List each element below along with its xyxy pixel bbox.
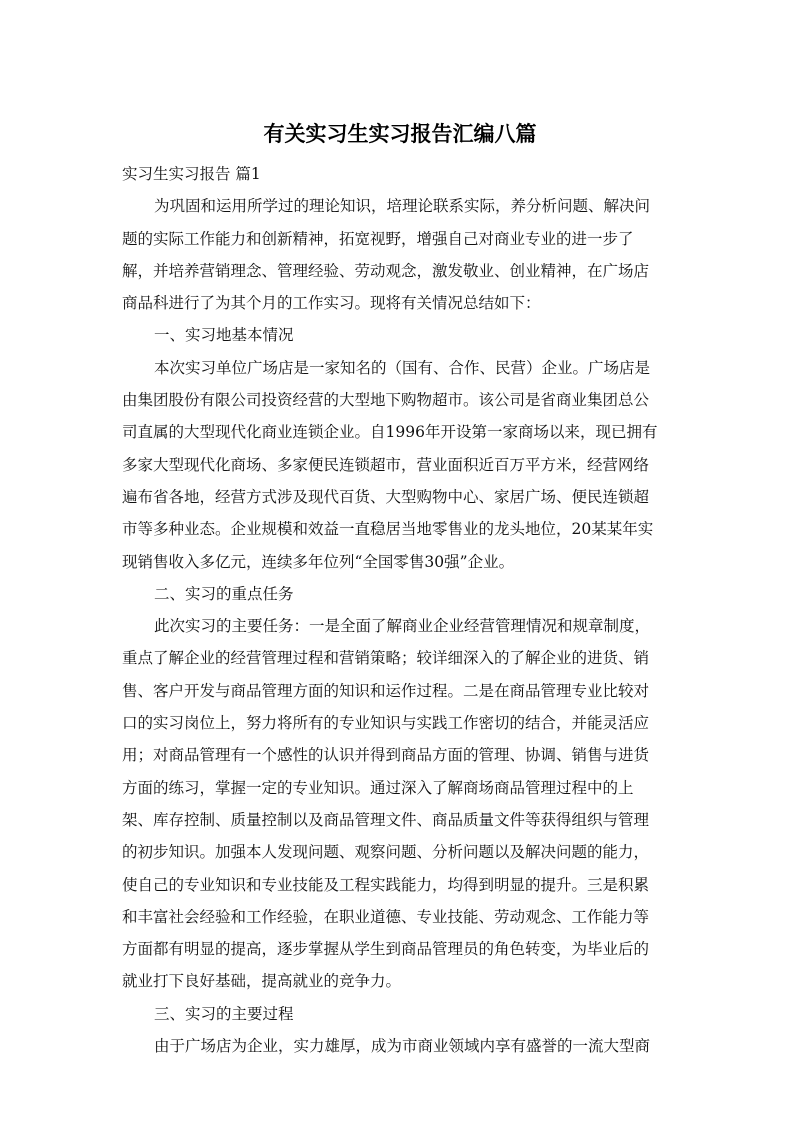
- document-body: [122, 158, 682, 1062]
- paragraph-line: 由于广场店为企业，实力雄厚，成为市商业领域内享有盛誉的一流大型商: [154, 1037, 651, 1056]
- paragraph-line: 用；对商品管理有一个感性的认识并得到商品方面的管理、协调、销售与进货: [122, 746, 650, 765]
- section-heading: 一、实习地基本情况: [154, 326, 294, 345]
- paragraph-line: 本次实习单位广场店是一家知名的（国有、合作、民营）企业。广场店是: [154, 358, 651, 377]
- paragraph-line: 题的实际工作能力和创新精神，拓宽视野，增强自己对商业专业的进一步了: [122, 229, 634, 248]
- paragraph-line: 架、库存控制、质量控制以及商品管理文件、商品质量文件等获得组织与管理: [122, 810, 650, 829]
- paragraph-line: 使自己的专业知识和专业技能及工程实践能力，均得到明显的提升。三是积累: [122, 875, 650, 894]
- document-subtitle: 实习生实习报告 篇1: [122, 165, 261, 183]
- paragraph-line: 的初步知识。加强本人发现问题、观察问题、分析问题以及解决问题的能力，: [122, 843, 650, 862]
- paragraph-line: 口的实习岗位上，努力将所有的专业知识与实践工作密切的结合，并能灵活应: [122, 714, 650, 733]
- paragraph-line: 方面都有明显的提高，逐步掌握从学生到商品管理员的角色转变，为毕业后的: [122, 940, 650, 959]
- paragraph-line: 多家大型现代化商场、多家便民连锁超市，营业面积近百万平方米，经营网络: [122, 455, 650, 474]
- section-heading: 三、实习的主要过程: [154, 1004, 294, 1023]
- paragraph-line: 现销售收入多亿元，连续多年位列“全国零售30强”企业。: [122, 552, 515, 571]
- paragraph-line: 此次实习的主要任务：一是全面了解商业企业经营管理情况和规章制度，: [154, 617, 651, 636]
- paragraph-line: 售、客户开发与商品管理方面的知识和运作过程。二是在商品管理专业比较对: [122, 681, 650, 700]
- paragraph-line: 司直属的大型现代化商业连锁企业。自1996年开设第一家商场以来，现已拥有: [122, 423, 658, 442]
- paragraph-line: 重点了解企业的经营管理过程和营销策略；较详细深入的了解企业的进货、销: [122, 649, 650, 668]
- paragraph-line: 方面的练习，掌握一定的专业知识。通过深入了解商场商品管理过程中的上: [122, 778, 634, 797]
- paragraph-line: 就业打下良好基础，提高就业的竞争力。: [122, 972, 402, 991]
- paragraph-line: 解，并培养营销理念、管理经验、劳动观念，激发敬业、创业精神，在广场店: [122, 261, 650, 280]
- paragraph-line: 市等多种业态。企业规模和效益一直稳居当地零售业的龙头地位，20某某年实: [122, 520, 654, 539]
- paragraph-line: 由集团股份有限公司投资经营的大型地下购物超市。该公司是省商业集团总公: [122, 391, 650, 410]
- paragraph-line: 遍布省各地，经营方式涉及现代百货、大型购物中心、家居广场、便民连锁超: [122, 487, 650, 506]
- paragraph-line: 商品科进行了为其个月的工作实习。现将有关情况总结如下：: [122, 294, 541, 313]
- paragraph-line: 为巩固和运用所学过的理论知识，培理论联系实际，养分析问题、解决问: [154, 197, 651, 216]
- document-title: 有关实习生实习报告汇编八篇: [263, 122, 537, 146]
- paragraph-line: 和丰富社会经验和工作经验，在职业道德、专业技能、劳动观念、工作能力等: [122, 907, 650, 926]
- section-heading: 二、实习的重点任务: [154, 584, 294, 603]
